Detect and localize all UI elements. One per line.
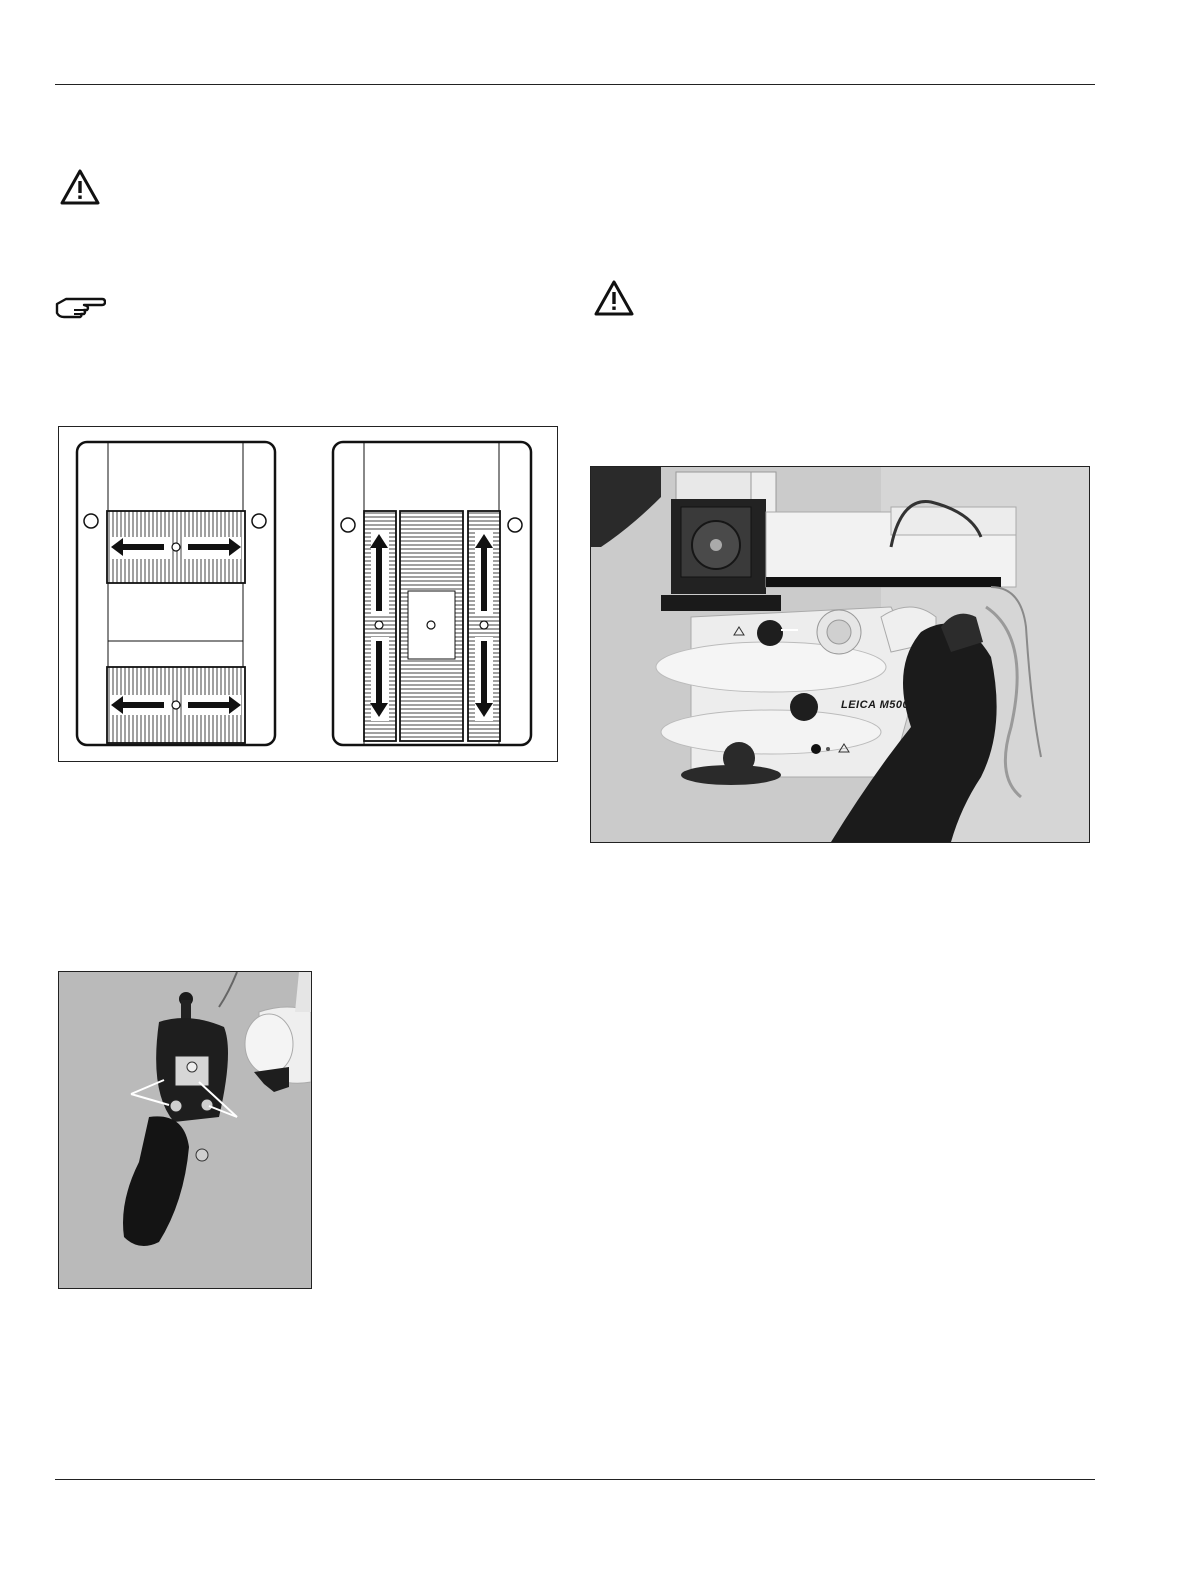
- handle-photo-svg: [59, 972, 311, 1288]
- footer-rule: [55, 1479, 1095, 1480]
- warning-icon-right: [593, 279, 635, 317]
- microscope-brand-label: LEICA M500: [841, 699, 910, 711]
- handle-photo: [58, 971, 312, 1289]
- left-pedal: [77, 442, 275, 745]
- header-rule: [55, 84, 1095, 85]
- microscope-photo: [590, 466, 1090, 843]
- warning-icon: [59, 168, 101, 206]
- footswitch-diagram-svg: [59, 427, 557, 761]
- pointing-hand-icon: [54, 296, 106, 320]
- footswitch-diagram: [58, 426, 558, 762]
- microscope-photo-svg: [591, 467, 1089, 842]
- right-pedal: [333, 442, 531, 745]
